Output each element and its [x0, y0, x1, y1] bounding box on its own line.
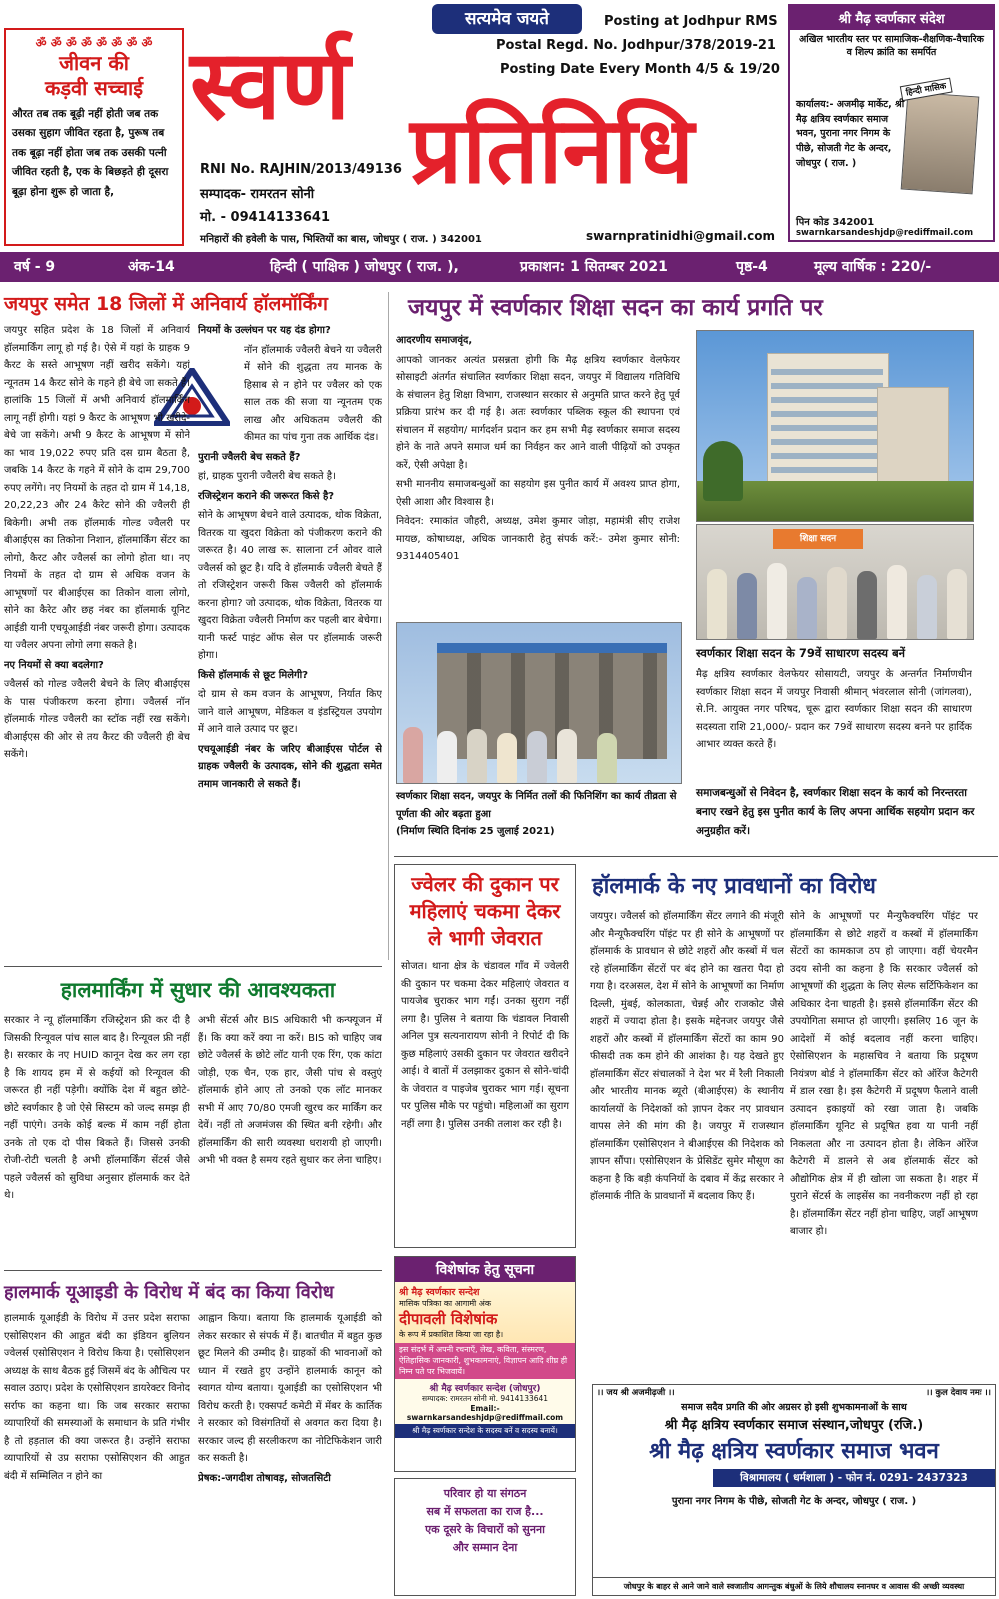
- satyamev-badge: सत्यमेव जयते: [432, 4, 582, 34]
- building-render-image: [696, 330, 974, 522]
- editor-mobile: मो. - 09414133641: [200, 210, 331, 225]
- quote-text: औरत तब तक बूढ़ी नहीं होती जब तक उसका सुहाग जीवित रहता है, पुरूष तब तक बूढ़ा नहीं होता जब तक उसकी पत्नी जीवित रहती है, एक के बिछड़ते ही दूसरा बूढ़ा होना शुरू हो जाता है,: [12, 108, 169, 198]
- posting-info-3: Posting Date Every Month 4/5 & 19/20: [500, 62, 780, 77]
- office-text: अजमीढ़ मार्केट, श्री मैढ़ क्षत्रिय स्वर्णकार समाज भवन, पुराना नगर निगम के पीछे, सोजती गेट के अन्दर, जोधपुर ( राज. ): [796, 99, 905, 169]
- masthead-title-part2: प्रतिनिधि: [410, 97, 694, 204]
- member-appeal: समाजबन्धुओं से निवेदन है, स्वर्णकार शिक्षा सदन के कार्य को निरन्तरता बनाए रखने हेतु इस पुनीत कार्य के लिए अपना आर्थिक सहयोग प्रदान कर अनुग्रहीत करें।: [696, 787, 975, 837]
- members-group-photo: [696, 524, 974, 640]
- article2-text-block: [396, 332, 680, 622]
- notice-special: दीपावली विशेषांक: [399, 1310, 498, 1328]
- member-headline: स्वर्णकार शिक्षा सदन के 79वें साधारण सदस्य बनें: [696, 646, 906, 660]
- article4-box: [394, 864, 576, 1248]
- page-number: पृष्ठ-4: [736, 259, 768, 275]
- posting-info-1: Posting at Jodhpur RMS: [604, 14, 778, 29]
- article6-col2-text: आह्वान किया। बताया कि हालमार्क यूआईडी को लेकर सरकार से संपर्क में हैं। बातचीत में बहुत कुछ छूट मिलने की उम्मीद है। ग्राहकों की भावनाओं को ध्यान में रखते हुए उन्होंने हालमार्क कानून को स्वागत योग्य बताया। यूआईडी का एसोसिएशन भी विरोध करती है। एक्सपर्ट कमेटी में मेंबर के कार्तिक ने सरकार को विसंगतियों से अवगत करा दिया है। सरकार जल्द ही सरलीकरण का नोटिफिकेशन जारी कर सकती है।: [198, 1313, 382, 1464]
- article6-sender: प्रेषक:-जगदीश तोषावड़, सोजतसिटी: [198, 1472, 331, 1484]
- samaj-kul: ।। कुल देवाय नमः ।।: [926, 1388, 991, 1398]
- notice-email[interactable]: Email:- swarnkarsandeshjdp@rediffmail.com: [406, 1404, 564, 1423]
- quote-title-2: कड़वी सच्चाई: [44, 76, 144, 100]
- article6-col2: [198, 1310, 382, 1596]
- article1-a2: नॉन हॉलमार्क ज्वैलरी बेचने या ज्वैलरी में सोने की शुद्धता तय मानक के हिसाब से न होने पर ज्वैलर को एक साल तक की सजा या न्यूनतम एक लाख और अधिकतम ज्वैलरी की कीमत का पांच गुना तक आर्थिक दंड।: [244, 344, 382, 443]
- article1-q3: पुरानी ज्वैलरी बेच सकते हैं?: [198, 451, 301, 463]
- article4-headline: ज्वेलर की दुकान पर महिलाएं चकमा देकर ले भागी जेवरात: [409, 872, 561, 950]
- article3-headline: हालमार्किंग में सुधार की आवश्यकता: [60, 978, 336, 1002]
- article1-col1-text: जयपुर सहित प्रदेश के 18 जिलों में अनिवार्य हॉलमार्किंग लागू हो गई है। ऐसे में यहां के ग्राहक 9 कैरट के सस्ते आभूषण नहीं खरीद सकेंगे। यहां न्यूनतम 14 कैरट सोने के गहने ही बेचे जा सकते हैं। हालांकि 15 जिलों में अभी अनिवार्य हॉलमार्किंग लागू नहीं होगी। यहां 9 कैरट के आभूषण भी खरीदे-बेचे जा सकेंगे। अभी 9 कैरट के आभूषण में सोने का भाव 19,022 रुपए प्रति दस ग्राम बैठता है, जबकि 14 कैरट के गहने में सोने के दाम 29,700 रुपए लगेंगे। नए नियमों के तहत दो ग्राम में 14,18, 20,22,23 और 24 कैरेट सोने की ज्वैलरी ही बिकेगी। अभी तक हॉलमार्क गोल्ड ज्वैलरी पर बीआईएस का तिकोना निशान, हॉलमार्किंग सेंटर का लोगो, कैरट और ज्वैलर्स का लोगो होता था। नए नियमों के तहत दो ग्राम से अधिक वजन के आभूषणों पर बीआईएस का तिकोन वाला लोगो, सोने का कैरेट और छह नंबर का हॉलमार्क यूनिट आईडी यानी एचयूआईडी नंबर जरूरी होगा। उत्पादक या ज्वैलर अपना लोगो लगा सकते है।: [4, 325, 190, 651]
- editor-name: सम्पादक- रामरतन सोनी: [200, 187, 315, 202]
- posting-info-2: Postal Regd. No. Jodhpur/378/2019-21: [496, 38, 776, 53]
- construction-site-photo: [396, 622, 682, 784]
- construction-caption: [396, 788, 682, 841]
- issue-number: अंक-14: [128, 259, 175, 275]
- office-address: मनिहारों की हवेली के पास, भिश्तियों का बास, जोधपुर ( राज. ) 342001: [200, 234, 482, 245]
- construction-caption-text: स्वर्णकार शिक्षा सदन, जयपुर के निर्मित तलों की फिनिशिंग का कार्य तीव्रता से पूर्णता की ओर बढ़ता हुआ: [396, 791, 677, 820]
- article1-q2: नियमों के उल्लंघन पर यह दंड होगा?: [198, 325, 331, 336]
- issue-date: प्रकाशन: 1 सितम्बर 2021: [520, 259, 668, 275]
- notice-box: [394, 1256, 576, 1472]
- article2-appeal: सभी माननीय समाजबन्धुओं का सहयोग इस पुनीत कार्य में अवश्य प्राप्त होगा, ऐसी आशा और विश्वास है।: [396, 479, 680, 508]
- samaj-ad-box: [592, 1384, 996, 1596]
- left-quote-box: [4, 28, 184, 246]
- article1-q4: रजिस्ट्रेशन कराने की जरूरत किसे है?: [198, 490, 335, 502]
- office-label: कार्यालय:-: [796, 99, 834, 110]
- notice-address-title: श्री मैढ़ स्वर्णकार सन्देश (जोधपुर): [429, 1384, 541, 1395]
- masthead-title-part1: स्वर्ण: [190, 29, 351, 141]
- right-info-box: [788, 4, 995, 242]
- quote-title-1: जीवन की: [59, 51, 129, 75]
- article1-a4: सोने के आभूषण बेचने वाले उत्पादक, थोक विक्रेता, वितरक या खुदरा विक्रेता को पंजीकरण कराने की जरूरत है। 40 लाख रू. सालाना टर्न ओवर वाले ज्वैलर्स को छूट है। यदि वे हॉलमार्क ज्वैलरी बेचते हैं तो रजिस्ट्रेशन जरूरी किस ज्वैलरी को हॉलमार्क करना होगा? जो उत्पादक, थोक विक्रेता, वितरक या खुदरा विक्रेता ज्वैलरी निर्माण कर पहली बार बेचेगा। यानी फर्स्ट पाइंट ऑफ सेल पर हॉलमार्क जरूरी होगा।: [198, 510, 382, 661]
- construction-caption-date: (निर्माण स्थिति दिनांक 25 जुलाई 2021): [396, 826, 555, 837]
- article3-col2: अभी सेंटर्स और BIS अधिकारी भी कन्फ्यूजन में हैं। कि क्या करें क्या ना करें। BIS को चाहिए जब छोटे ज्वैलर्स के छोटे लॉट यानी एक रिंग, एक कांटा जोड़ी, एक चैन, एक हार, जैसी पांच से वस्तुएं हॉलमार्क होने आए तो उनको एक लॉट मानकर सभी में आए 70/80 एमजी खुरच कर मार्किंग कर देवें। नहीं तो अजमंजस की स्थित बनी रहेगी। और हॉलमार्किंग की सारी व्यवस्था धराशयी हो जाएगी। अभी भी वक्त है समय रहते सुधार कर लेना चाहिए।: [198, 1015, 382, 1166]
- pin-code: पिन कोड 342001: [796, 217, 875, 228]
- article1-a5: दो ग्राम से कम वजन के आभूषण, निर्यात किए जाने वाले आभूषण, मेडिकल व इंडस्ट्रियल उपयोग में आने वाले उत्पाद पर छूट।: [198, 689, 382, 735]
- divider: [4, 1270, 382, 1271]
- article1-col1: [4, 322, 190, 962]
- masthead-email[interactable]: swarnpratinidhi@gmail.com: [586, 229, 775, 243]
- notice-address: सम्पादक: रामरतन सोनी मो. 9414133641: [421, 1394, 549, 1404]
- samaj-jay: ।। जय श्री अजमीढ़जी ।।: [597, 1388, 675, 1398]
- article1-q1: नए नियमों से क्या बदलेगा?: [4, 659, 104, 671]
- sandesh-subtitle: अखिल भारतीय स्तर पर सामाजिक-शैक्षणिक-वैचारिक व शिल्प क्रांति का समर्पित: [799, 34, 984, 59]
- divider: [394, 856, 998, 857]
- article3-col1: सरकार ने न्यू हॉलमार्किंग रजिस्ट्रेशन फ्री कर दी है जिसकी रिन्यूवल पांच साल बाद है। रिन्यूवल फ्री नहीं है। सरकार के नए HUID कानून देख कर लग रहा है कि शायद हम में से कईयों को रिन्यूवल की जरूरत ही नहीं पड़ेगी। क्योंकि देश में बहुत छोटे-छोटे स्वर्णकार है जो ऐसे सिस्टम को जल्द समझ ही नहीं पाएंगे। उनके कोई बल्क में काम नहीं होता उनके तो एक दो पीस बिकते हैं। जिससे उनकी रोजी-रोटी चलती है अभी हॉलमार्किंग सेंटर्स जैसे पहले ज्वैलर्स को सुविधा अनुसार हॉलमार्क कर देते थे।: [4, 1015, 190, 1201]
- samaj-wish: समाज सदैव प्रगति की ओर अग्रसर हो इसी शुभकामनाओं के साथ: [681, 1402, 907, 1413]
- sandesh-title: श्री मैढ़ स्वर्णकार संदेश: [790, 6, 993, 30]
- article2-headline: जयपुर में स्वर्णकार शिक्षा सदन का कार्य प्रगति पर: [408, 295, 823, 321]
- article5-col1: जयपुर। ज्वैलर्स को हॉलमार्किंग सेंटर लगाने की मंजूरी और मैन्यूफैक्चरिंग पॉइंट पर ही सोने के आभूषणों पर हॉलमार्क के प्रावधान से छोटे शहरों और कस्बों में चल रहे हॉलमार्किंग सेंटरों पर बंद होने का खतरा पैदा हो गया है। दरअसल, देश में सोने के आभूषणों का निर्माण दिल्ली, मुंबई, कोलकाता, चेन्नई और राजकोट जैसे शहरों में ज्यादा होता है। इसके मद्देनजर जयपुर जैसे शहरों और कस्बों में हॉलमार्किंग सेंटरों का काम 90 फीसदी तक कम होने की आशंका है। यह देखते हुए हॉलमार्किंग सेंटर संचालकों ने देश भर में रैली निकाली और भारतीय मानक ब्यूरो (बीआईएस) के स्थानीय कार्यालयों के निदेशकों को ज्ञापन देकर नए प्रावधान वापस लेने की मांग की है। जयपुर में राजस्थान हॉलमार्किंग एसोसिएशन ने बीआईएस की निदेशक को ज्ञापन सौंपा। एसोसिएशन के प्रेसिडेंट सुमेर मौसूण का कहना है कि बड़ी कंपनियों के दबाव में केंद्र सरकार ने हॉलमार्क नीति के प्रावधानों में बदलाव किए हैं।: [590, 911, 784, 1202]
- article1-a3: हां, ग्राहक पुरानी ज्वैलरी बेच सकते है।: [198, 471, 336, 482]
- notice-body: इस संदर्भ में अपनी रचनाएँ, लेख, कविता, संस्मरण, ऐतिहासिक जानकारी, शुभकामनाएं, विज्ञापन आदि शीघ्र ही निम्न पते पर भिजवायें।: [395, 1343, 575, 1379]
- article1-headline: जयपुर समेत 18 जिलों में अनिवार्य हॉलमॉर्किंग: [4, 293, 328, 315]
- article5-headline: हॉलमार्क के नए प्रावधानों का विरोध: [592, 874, 876, 899]
- rni-number: RNI No. RAJHIN/2013/49136: [200, 162, 402, 177]
- photo-banner: शिक्षा सदन: [773, 529, 863, 549]
- samaj-vishram: विश्रामालय ( धर्मशाला ) - फोन नं. 0291- 2437323: [713, 1469, 995, 1487]
- divider: [388, 292, 389, 960]
- article1-col2: [198, 322, 382, 962]
- member-body: मैढ़ क्षत्रिय स्वर्णकार वेलफेयर सोसायटी, जयपुर के अन्तर्गत निर्माणधीन स्वर्णकार शिक्षा सदन में जयपुर निवासी श्रीमान् भंवरलाल सोनी (जांगलवा), से.नि. आयुक्त नगर परिषद, चूरू द्वारा स्वर्णकार शिक्षा सदन की साधारण सदस्यता राशि 21,000/- प्रदान कर 79वें साधारण सदस्य बनने पर हार्दिक आभार व्यक्त करते हैं।: [696, 669, 972, 750]
- samaj-bhawan: श्री मैढ़ क्षत्रिय स्वर्णकार समाज भवन: [649, 1439, 939, 1464]
- notice-special-sub: के रूप में प्रकाशित किया जा रहा है।: [399, 1330, 504, 1339]
- om-row: ॐ ॐ ॐ ॐ ॐ ॐ ॐ ॐ: [35, 36, 153, 50]
- slogan-line2: सब में सफलता का राज है...: [426, 1505, 544, 1519]
- article2-nivedan: निवेदन: रमाकांत जौहरी, अध्यक्ष, उमेश कुमार जोड़ा, महामंत्री सीए राजेश मायछ, कोषाध्यक्ष, अधिक जानकारी हेतु संपर्क करें:- उमेश कुमार सोनी: 9314405401: [396, 516, 680, 562]
- slogan-box: [394, 1478, 576, 1596]
- article6-col1: हालमार्क यूआईडी के विरोध में उत्तर प्रदेश सराफा एसोसिएशन की आहुत बंदी का इंडियन बुलियन ज्वेलर्स एसोसिएशन ने विरोध किया है। एसोसिएशन अध्यक्ष के साथ बैठक हुई जिसमें बंद के औचित्य पर सवाल उठाए। प्रदेश के एसोसिएशन डायरेक्टर विनोद सर्राफ का कहना था। कि जब सरकार सराफा व्यापारियों की समस्याओं के समाधान के प्रति गंभीर है तो हड़ताल की क्या जरूरत है। उन्होंने सराफा व्यापारियों से उप्र सराफा एसोसिएशन की आहुत बंदी में सम्मिलित न होने का: [4, 1313, 190, 1482]
- slogan-line1: परिवार हो या संगठन: [443, 1487, 527, 1500]
- notice-header: विशेषांक हेतु सूचना: [395, 1257, 575, 1282]
- slogan-line3: एक दूसरे के विचारों को सुनना: [425, 1523, 545, 1537]
- notice-mag-title: श्री मैढ़ स्वर्णकार सन्देश: [399, 1287, 480, 1298]
- article6-headline: हालमार्क यूआइडी के विरोध में बंद का किया विरोध: [4, 1282, 334, 1303]
- notice-footer: श्री मैढ़ स्वर्णकार सन्देश के सदस्य बनें व सदस्य बनायें।: [395, 1424, 575, 1438]
- article1-a1: ज्वैलर्स को गोल्ड ज्वैलरी बेचने के लिए बीआईएस के पास पंजीकरण करना होगा। ज्वैलर्स नॉन हॉलमार्क गोल्ड ज्वैलरी का स्टॉक नहीं रख सकेंगे। बीआईएस की ओर से तय कैरट की ज्वैलरी ही बेच सकेंगे।: [4, 679, 190, 760]
- article4-body: सोजत। थाना क्षेत्र के चंडावल गाँव में ज्वेलरी की दुकान पर चकमा देकर महिलाएं जेवरात व पायजेब चुराकर भाग गईं। उनका सुराग नहीं लगा है। पुलिस ने बताया कि चंडावल निवासी अनिल पुत्र सत्यनारायण सोनी ने रिपोर्ट दी कि कुछ महिलाएं उसकी दुकान पर जेवरात खरीदने आई। वे बातों में उलझाकर दुकान से सोने-चांदी के जेवरात व पाइजेब चुराकर भाग गई। सूचना पर पुलिस मौके पर पहुंचो। महिलाओं का सुराग नहीं लगा है। पुलिस उनकी तलाश कर रही है।: [401, 961, 569, 1130]
- article5-col2: सोने के आभूषणों पर मैन्युफैक्चरिंग पॉइंट पर हॉलमार्किंग से छोटे शहरों व कस्बों में हॉलमार्किंग सेंटरों का कामकाज ठप हो जाएगा। वहीं चेयरमैन उदय सोनी का कहना है कि सरकार ज्वैलर्स को आभूषणों की शुद्धता के लिए सेल्फ सर्टिफिकेशन का अधिकार देना चाहती है। इससे हॉलमार्किंग सेंटर की उपयोगिता समाप्त हो जाएगी। इसलिए 16 जून के आदेशों में कोई बदलाव नहीं करना चाहिए। ऐसोसिएशन के महासचिव ने बताया कि प्रदूषण नियंत्रण बोर्ड ने हॉलमार्किंग सेंटर को ऑरेंज कैटेगरी में डाल रखा है। इस कैटेगरी में प्रदूषण फैलाने वाली उत्पादन इकाइयों को रखा जाता है। जबकि हॉलमार्किंग यूनिट से प्रदूषित हवा या पानी नहीं निकलता और ना उत्पादन होता है। लेकिन ऑरेंज कैटेगरी में डालने से अब हॉलमार्क सेंटर को औद्योगिक क्षेत्र में ही खोला जा सकता है। शहर में पुराने सेंटर्स के लाइसेंस का नवनीकरण नहीं हो रहा है। हॉलमार्किंग सेंटर नहीं होना चाहिए, जहाँ आभूषण बाजार हो।: [790, 911, 978, 1237]
- info-bar: [0, 252, 999, 282]
- magazine-tag: हिन्दी मासिक: [900, 78, 953, 102]
- issue-language: हिन्दी ( पाक्षिक ) जोधपुर ( राज. ),: [270, 259, 459, 275]
- divider: [4, 966, 382, 967]
- samaj-footer: जोधपुर के बाहर से आने जाने वाले स्वजातीय आगन्तुक बंधुओं के लिये शौचालय स्नानघर व आवास की अच्छी व्यवस्था: [593, 1577, 995, 1595]
- annual-price: मूल्य वार्षिक : 220/-: [814, 259, 932, 275]
- article2-body: आपको जानकर अत्यंत प्रसन्नता होगी कि मैढ़ क्षत्रिय स्वर्णकार वेलफेयर सोसाइटी अंतर्गत संचालित स्वर्णकार शिक्षा सदन, जयपुर में विद्यालय गतिविधि के संचालन हेतु शिक्षा विभाग, राजस्थान सरकार से अनुमति प्राप्त करने हेतु पूर्व प्रक्रिया प्रारंभ कर दी गई है। अतः स्वर्णकार पब्लिक स्कूल की स्थापना एवं संचालन में सहयोग/ मार्गदर्शन प्रदान कर हम सभी मैढ़ स्वर्णकार समाज सदस्य होने के नाते अपने समाज धर्म का निर्वहन कर आने वाली पीढ़ियों को उपकृत करें, ऐसी अपेक्षा है।: [396, 354, 680, 471]
- notice-mag-sub: मासिक पत्रिका का आगामी अंक: [399, 1299, 491, 1308]
- sandesh-email[interactable]: swarnkarsandeshjdp@rediffmail.com: [796, 228, 974, 238]
- article1-q5: किसे हॉलमार्क से छूट मिलेगी?: [198, 669, 309, 681]
- issue-year: वर्ष - 9: [14, 259, 56, 275]
- article1-closing: एचयूआईडी नंबर के जरिए बीआईएस पोर्टल से ग्राहक ज्वैलरी के उत्पादक, सोने की शुद्धता समेत तमाम जानकारी ले सकते हैं।: [198, 743, 382, 790]
- article2-salutation: आदरणीय समाजवृंद,: [396, 335, 473, 346]
- samaj-address: पुराना नगर निगम के पीछे, सोजती गेट के अन्दर, जोधपुर ( राज. ): [671, 1496, 917, 1507]
- slogan-line4: और सम्मान देना: [452, 1541, 518, 1555]
- office-block: [796, 98, 906, 172]
- magazine-thumbnail: [901, 81, 980, 195]
- samaj-sanstha: श्री मैढ़ क्षत्रिय स्वर्णकार समाज संस्थान,जोधपुर (रजि.): [664, 1418, 924, 1433]
